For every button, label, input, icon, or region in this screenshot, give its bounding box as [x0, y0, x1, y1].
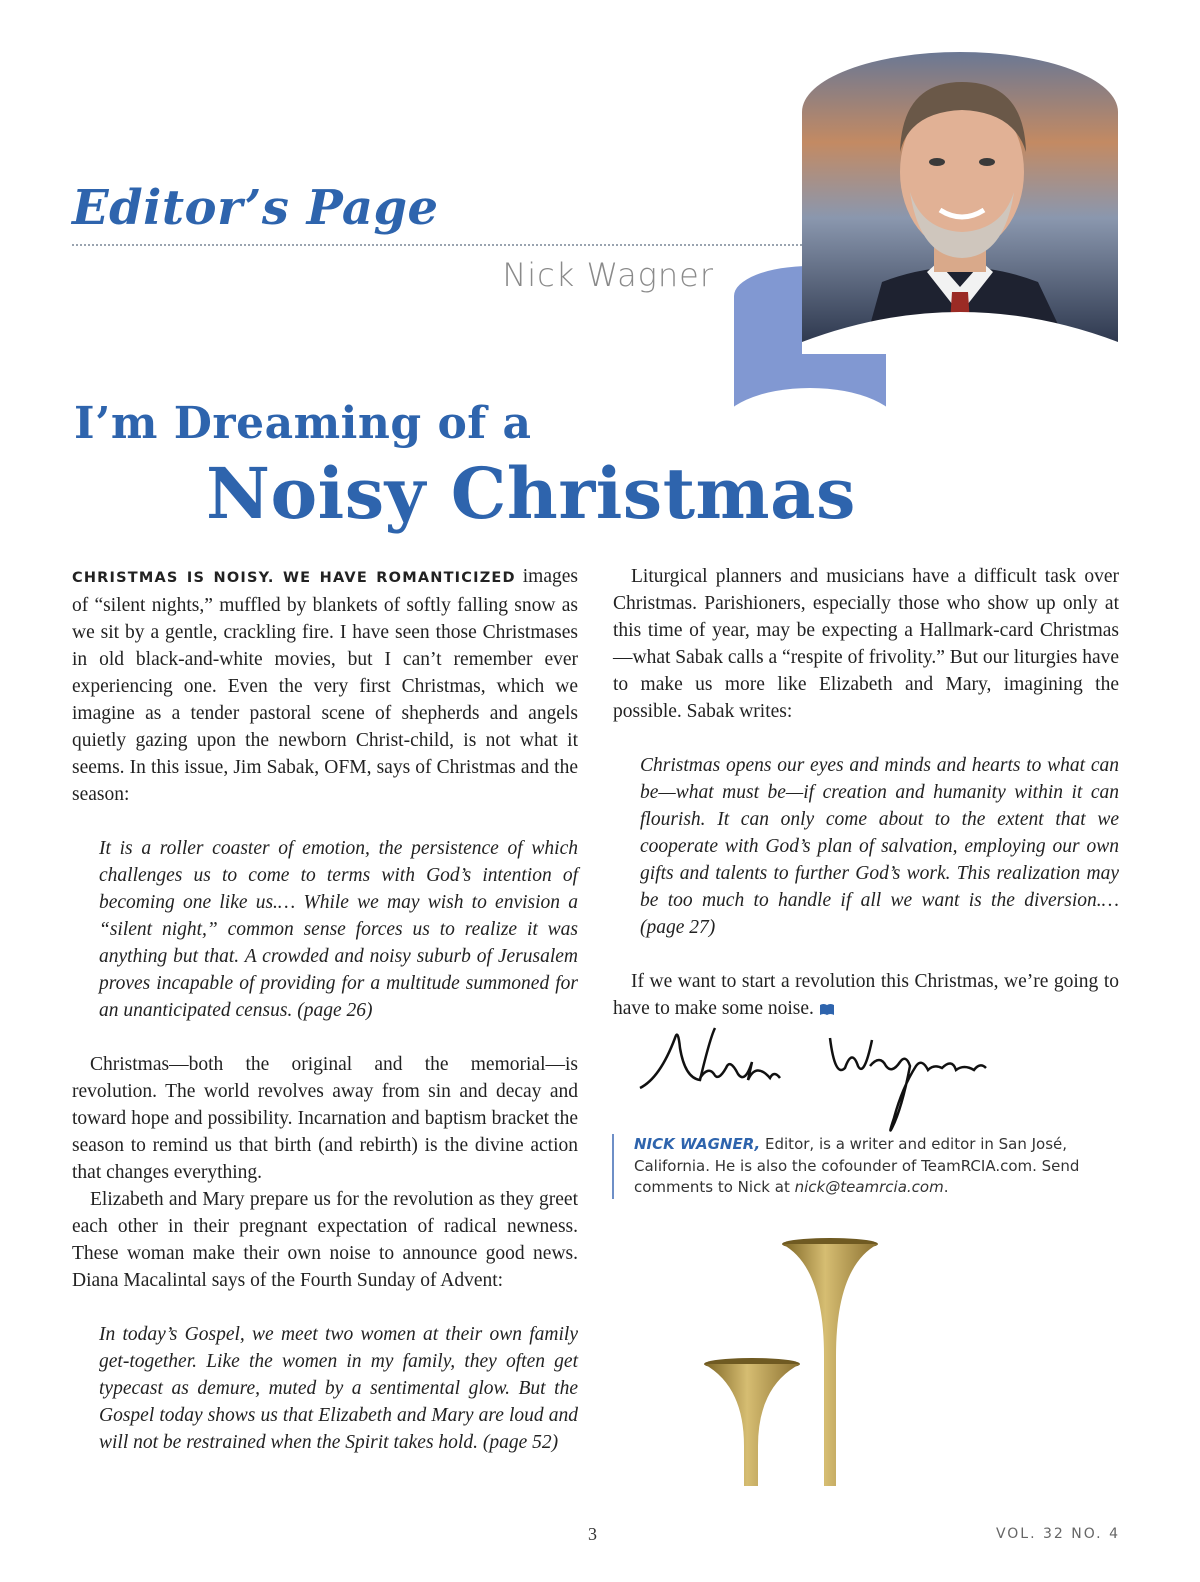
body-paragraph: Christmas—both the original and the memorial—is revolution. The world revolves away from sin and decay and toward hope and possibility. Incarnation and baptism bracket the season to remind us that birth (and rebirth) is the divine action that changes everything.	[72, 1054, 578, 1183]
handwritten-signature	[630, 1018, 1000, 1143]
intro-paragraph	[72, 563, 578, 808]
bio-email: nick@teamrcia.com	[794, 1178, 944, 1196]
headline-line-2: Noisy Christmas	[206, 452, 856, 535]
trumpet-illustration	[690, 1236, 890, 1491]
headline-line-1: I’m Dreaming of a	[74, 398, 532, 449]
left-column	[72, 563, 578, 1483]
author-name: Nick Wagner	[502, 256, 714, 294]
page-number: 3	[588, 1524, 597, 1544]
closing-paragraph-text: If we want to start a revolution this Christmas, we’re going to have to make some noise.	[613, 971, 1119, 1019]
section-title: Editor’s Page	[72, 180, 439, 236]
author-portrait-illustration	[802, 52, 1118, 354]
bio-name: NICK WAGNER,	[634, 1135, 761, 1153]
intro-paragraph-text: images of “silent nights,” muffled by blankets of softly falling snow as we sit by a gentle, crackling fire. I have seen those Christmases in old black-and-white movies, but I can’t remember ever experiencing one. Even the very first Christmas, which we imagine as a tender pastoral scene of shepherds and angels quietly gazing upon the newborn Christ-child, is not what it seems. In this issue, Jim Sabak, OFM, says of Christmas and the season:	[72, 566, 578, 805]
volume-issue: VOL. 32 NO. 4	[995, 1526, 1120, 1542]
book-end-icon	[820, 1003, 834, 1015]
author-bio	[612, 1134, 1134, 1199]
lead-caps: CHRISTMAS IS NOISY. WE HAVE ROMANTICIZED	[72, 570, 516, 586]
closing-paragraph	[613, 968, 1119, 1022]
dotted-divider	[72, 244, 802, 246]
block-quote-macalintal: In today’s Gospel, we meet two women at their own family get-together. Like the women in my family, they often get typecast as demure, muted by a sentimental glow. But the Gospel today shows us that Elizabeth and Mary are loud and will not be restrained when the Spirit takes hold. (page 52)	[99, 1324, 578, 1453]
body-paragraph: Elizabeth and Mary prepare us for the revolution as they greet each other in their pregnant expectation of radical newness. These woman make their own noise to announce good news. Diana Macalintal says of the Fourth Sunday of Advent:	[72, 1189, 578, 1291]
block-quote-sabak: It is a roller coaster of emotion, the persistence of which challenges us to come to terms with God’s intention of becoming one like us.… While we may wish to envision a “silent night,” common sense forces us to realize it was anything but that. A crowded and noisy suburb of Jerusalem proves incapable of providing for a multitude summoned for an unanticipated census. (page 26)	[99, 838, 578, 1021]
right-column	[613, 563, 1119, 1022]
block-quote-sabak-2: Christmas opens our eyes and minds and hearts to what can be—what must be—if creation and humanity within it can flourish. It can only come about to the extent that we cooperate with God’s plan of salvation, employing our own gifts and talents to further God’s work. This realization may be too much to handle if all we want is the diversion.… (page 27)	[640, 755, 1119, 938]
bio-end: .	[943, 1178, 949, 1196]
author-photo	[802, 52, 1118, 354]
bio-text: Editor, is a writer and editor in San José, California. He is also the cofounder of TeamRCIA.com. Send comments to Nick at	[634, 1135, 1080, 1196]
body-paragraph: Liturgical planners and musicians have a difficult task over Christmas. Parishioners, especially those who show up only at this time of year, may be expecting a Hallmark-card Christmas—what Sabak calls a “respite of frivolity.” But our liturgies have to make us more like Elizabeth and Mary, imagining the possible. Sabak writes:	[613, 566, 1119, 722]
